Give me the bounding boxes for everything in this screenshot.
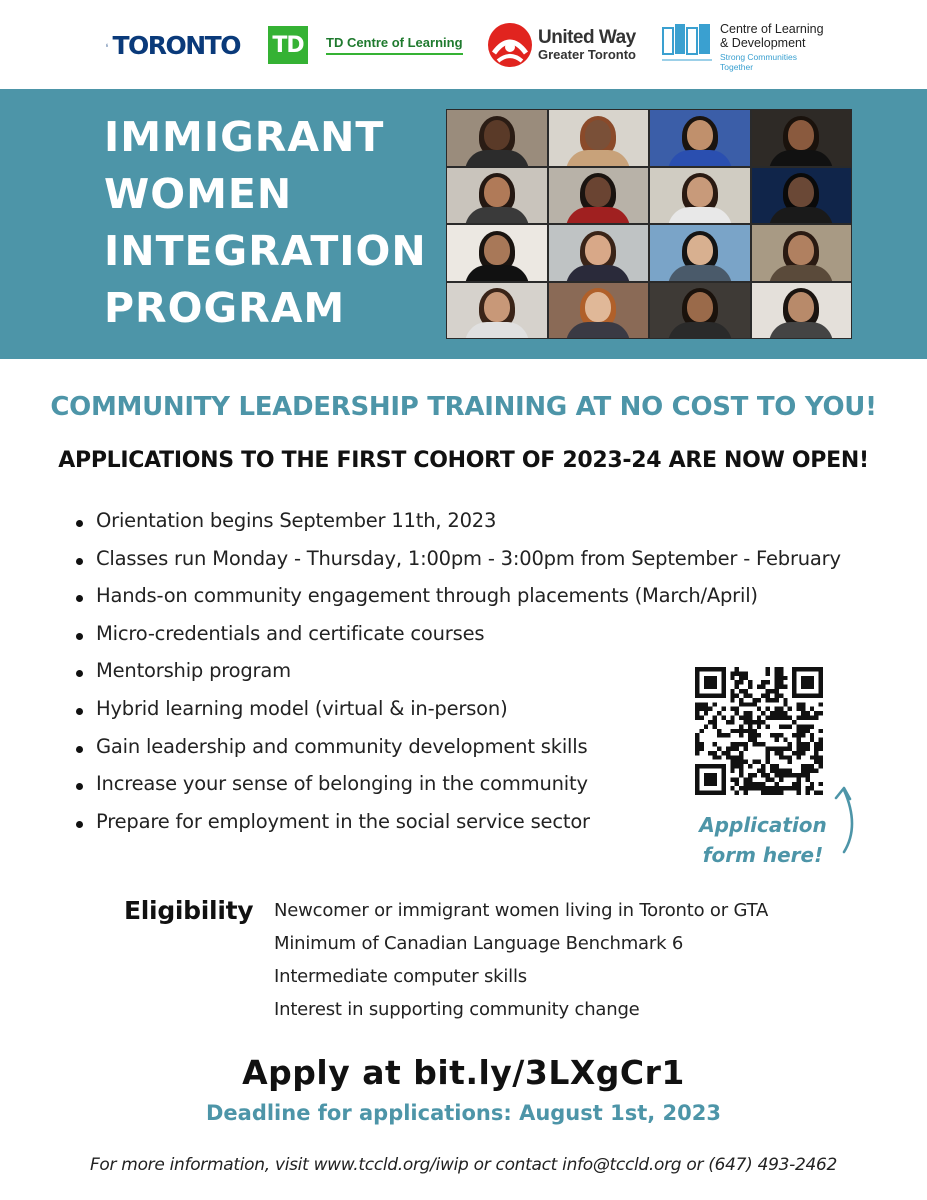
cld-logo <box>662 22 832 72</box>
td-mark: TD <box>268 26 308 64</box>
list-item: Increase your sense of belonging in the community <box>76 772 876 810</box>
toronto-wordmark: TORONTO <box>112 30 240 60</box>
title-line: PROGRAM <box>104 284 346 332</box>
participant-tile <box>650 110 750 166</box>
partner-logo-bar <box>0 0 927 88</box>
qr-caption-line: form here! <box>702 843 824 867</box>
participant-tile <box>447 225 547 281</box>
participant-tile <box>549 283 649 339</box>
eligibility-item: Minimum of Canadian Language Benchmark 6 <box>274 933 684 954</box>
participant-tile <box>447 110 547 166</box>
program-banner <box>0 89 927 359</box>
united-way-logo <box>488 22 638 68</box>
eligibility-item: Intermediate computer skills <box>274 966 527 987</box>
cld-books-icon <box>662 22 712 64</box>
list-item: Prepare for employment in the social service sector <box>76 810 876 848</box>
eligibility-label: Eligibility <box>124 896 254 925</box>
td-centre-of-learning-logo <box>268 22 464 68</box>
program-title <box>104 109 434 337</box>
participant-tile <box>650 168 750 224</box>
title-line: IMMIGRANT <box>104 113 385 161</box>
list-item: Gain leadership and community development skills <box>76 735 876 773</box>
participant-tile <box>650 283 750 339</box>
participant-tile <box>447 168 547 224</box>
apply-link[interactable]: Apply at bit.ly/3LXgCr1 <box>242 1053 685 1092</box>
headline: COMMUNITY LEADERSHIP TRAINING AT NO COST TO YOU! <box>50 392 877 422</box>
qr-code-icon[interactable] <box>695 667 823 795</box>
united-way-region: Greater Toronto <box>538 47 636 63</box>
participant-tile <box>447 283 547 339</box>
deadline-text: Deadline for applications: August 1st, 2023 <box>205 1101 721 1125</box>
subheadline: APPLICATIONS TO THE FIRST COHORT OF 2023-24 ARE NOW OPEN! <box>58 448 869 473</box>
city-of-toronto-logo <box>106 22 240 68</box>
qr-caption-line: Application <box>699 813 827 837</box>
title-line: WOMEN <box>104 170 293 218</box>
eligibility-item: Interest in supporting community change <box>274 999 640 1020</box>
cld-name-line1: Centre of Learning <box>720 22 824 36</box>
title-line: INTEGRATION <box>104 227 427 275</box>
list-item: Hands-on community engagement through placements (March/April) <box>76 584 876 622</box>
qr-caption <box>690 810 836 870</box>
list-item: Orientation begins September 11th, 2023 <box>76 509 876 547</box>
participant-tile <box>549 110 649 166</box>
participant-tile <box>549 225 649 281</box>
video-call-participants-photo <box>446 109 852 339</box>
participant-tile <box>752 110 852 166</box>
list-item: Classes run Monday - Thursday, 1:00pm - 3:00pm from September - February <box>76 547 876 585</box>
participant-tile <box>752 168 852 224</box>
toronto-city-hall-icon <box>106 27 108 63</box>
list-item: Mentorship program <box>76 659 876 697</box>
list-item: Hybrid learning model (virtual & in-person) <box>76 697 876 735</box>
eligibility-list <box>274 900 768 1032</box>
participant-tile <box>752 225 852 281</box>
united-way-name: United Way <box>538 27 636 49</box>
united-way-hand-icon <box>488 23 532 67</box>
participant-tile <box>752 283 852 339</box>
td-logo-text: TD Centre of Learning <box>326 35 463 55</box>
participant-tile <box>650 225 750 281</box>
cld-name-line2: & Development <box>720 36 806 51</box>
participant-tile <box>549 168 649 224</box>
contact-footer: For more information, visit www.tccld.org/iwip or contact info@tccld.org or (647) 493-2462 <box>89 1155 838 1175</box>
list-item: Micro-credentials and certificate courses <box>76 622 876 660</box>
cld-tagline: Strong Communities Together <box>720 51 798 72</box>
eligibility-item: Newcomer or immigrant women living in Toronto or GTA <box>274 900 769 921</box>
